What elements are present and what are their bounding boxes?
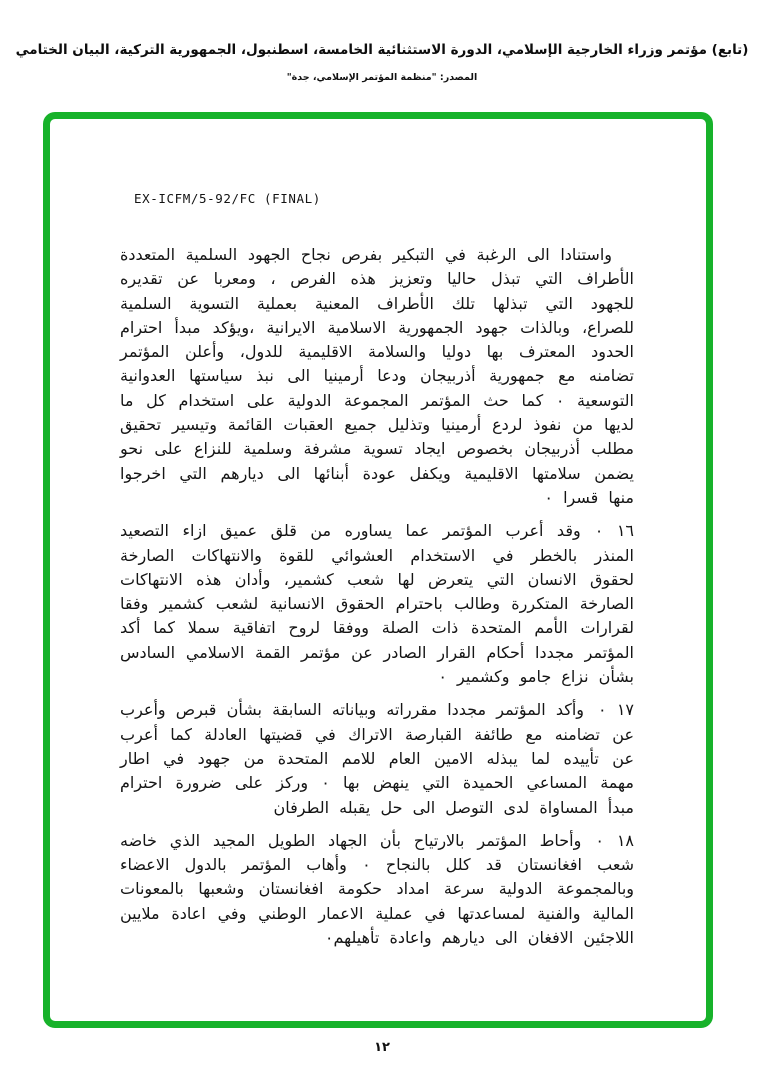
- paragraph-intro: [120, 243, 634, 510]
- green-frame: [43, 112, 713, 1028]
- paragraph-number: ١٨ ٠: [595, 830, 634, 850]
- paragraph-17: [120, 698, 634, 819]
- page-number: ١٢: [374, 1040, 390, 1055]
- paragraph-text: واستنادا الى الرغبة في التبكير بفرص نجاح الجهود السلمية المتعددة الأطراف التي تبذل حاليا وتعزيز هذه الفرص ، ومعربا عن تقديره للجهود التي تبذلها تلك الأطراف المعنية بعملية التسوية السلمية للصراع، وبالذات جهود الجمهورية الاسلامية الايرانية ،ويؤكد مبدأ احترام الحدود المعترف بها دوليا والسلامة الاقليمية للدول، وأعلن المؤتمر تضامنه مع جمهورية أذربيجان ودعا أرمينيا الى نبذ سياستها العدوانية التوسعية ٠ كما حث المؤتمر المجموعة الدولية على استخدام كل ما لديها من نفوذ لردع أرمينيا وتذليل جميع العقبات القائمة وتيسير تحقيق مطلب أذربيجان بخصوص ايجاد تسوية مشرفة وسلمية للنزاع على نحو يضمن سلامتها الاقليمية ويكفل عودة أبنائها الى ديارهم التي اخرجوا منها قسرا ٠: [120, 245, 635, 507]
- paragraph-text: وقد أعرب المؤتمر عما يساوره من قلق عميق ازاء التصعيد المنذر بالخطر في الاستخدام العشوائي للقوة والانتهاكات الصارخة لحقوق الانسان التي يتعرض لها شعب كشمير، وأدان هذه الانتهاكات الصارخة المتكررة وطالب باحترام الحقوق الانسانية لشعب كشمير وفقا لقرارات الأمم المتحدة ذات الصلة ووفقا لروح اتفاقية سملا كما أكد المؤتمر مجددا أحكام القرار الصادر عن مؤتمر القمة الاسلامي السادس بشأن نزاع جامو وكشمير ٠: [120, 521, 634, 687]
- paragraph-number: ١٦ ٠: [594, 521, 634, 541]
- paragraph-text: وأكد المؤتمر مجددا مقرراته وبياناته السابقة بشأن قبرص وأعرب عن تضامنه مع طائفة القبارصة الاتراك في قضيتها العادلة كما أعرب عن تأييده لما يبذله الامين العام للامم المتحدة من جهود في اطار مهمة المساعي الحميدة التي ينهض بها ٠ وركز على ضرورة احترام مبدأ المساواة لدى التوصل الى حل يقبله الطرفان: [120, 700, 634, 817]
- paragraph-text: وأحاط المؤتمر بالارتياح بأن الجهاد الطويل المجيد الذي خاضه شعب افغانستان قد كلل بالنجاح ٠ وأهاب المؤتمر بالدول الاعضاء وبالمجموعة الدولية سرعة امداد حكومة افغانستان وشعبها بالمعونات المالية والفنية لمساعدتها في عملية الاعمار الوطني وفي اعادة ملايين اللاجئين الافغان الى ديارهم واعادة تأهيلهم٠: [120, 830, 634, 948]
- paragraph-18: [120, 829, 634, 950]
- paragraph-number: ١٧ ٠: [598, 700, 634, 720]
- document-body: [120, 243, 634, 959]
- header-source: المصدر: "منظمة المؤتمر الإسلامي، جدة": [286, 72, 478, 83]
- paragraph-16: [120, 519, 634, 689]
- header-title: (تابع) مؤتمر وزراء الخارجية الإسلامي، الدورة الاستثنائية الخامسة، اسطنبول، الجمهورية التركية، البيان الختامي: [15, 42, 749, 58]
- document-reference: EX-ICFM/5-92/FC (FINAL): [134, 191, 321, 206]
